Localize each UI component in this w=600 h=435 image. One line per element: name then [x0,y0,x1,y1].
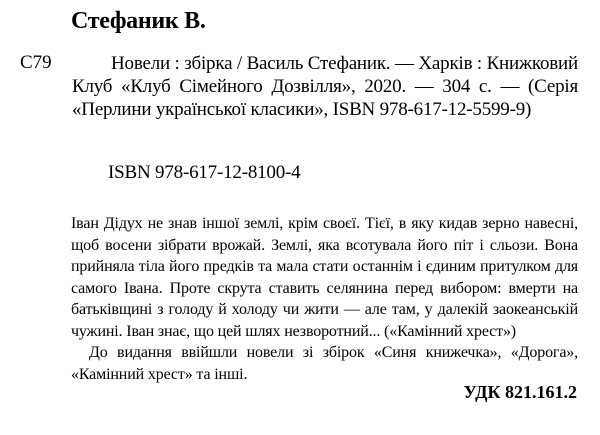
isbn-line: ISBN 978-617-12-8100-4 [108,162,301,183]
bibliographic-text: Новели : збірка / Василь Стефаник. — Харків : Книжковий Клуб «Клуб Сімейного Дозвілля», 2020. — 304 с. — (Серія «Перлини української класики», ISBN 978-617-12-5599-9) [72,53,578,120]
classification-code: С79 [20,52,52,73]
annotation-paragraph: До видання ввійшли новели зі збірок «Синя книжечка», «Дорога», «Камінний хрест» та інші. [71,344,578,383]
annotation-paragraph: Іван Дідух не знав іншої землі, крім своєї. Тієї, в яку кидав зерно навесні, щоб восени зібрати врожай. Землі, яка всотувала його піт і сльози. Вона прийняла тіла його предків та мала стати останнім і єдиним притулком для самого Івана. Проте скрута ставить селянина перед вибором: вмерти на батьківщині з голоду й холоду чи жити — але там, у далекій заокеанській чужині. Іван знає, що цей шлях незворотний... («Камінний хрест») [71,215,578,340]
author-heading: Стефаник В. [71,8,206,34]
udk-code: УДК 821.161.2 [463,382,577,402]
bibliographic-description [72,52,578,121]
annotation [71,213,578,385]
